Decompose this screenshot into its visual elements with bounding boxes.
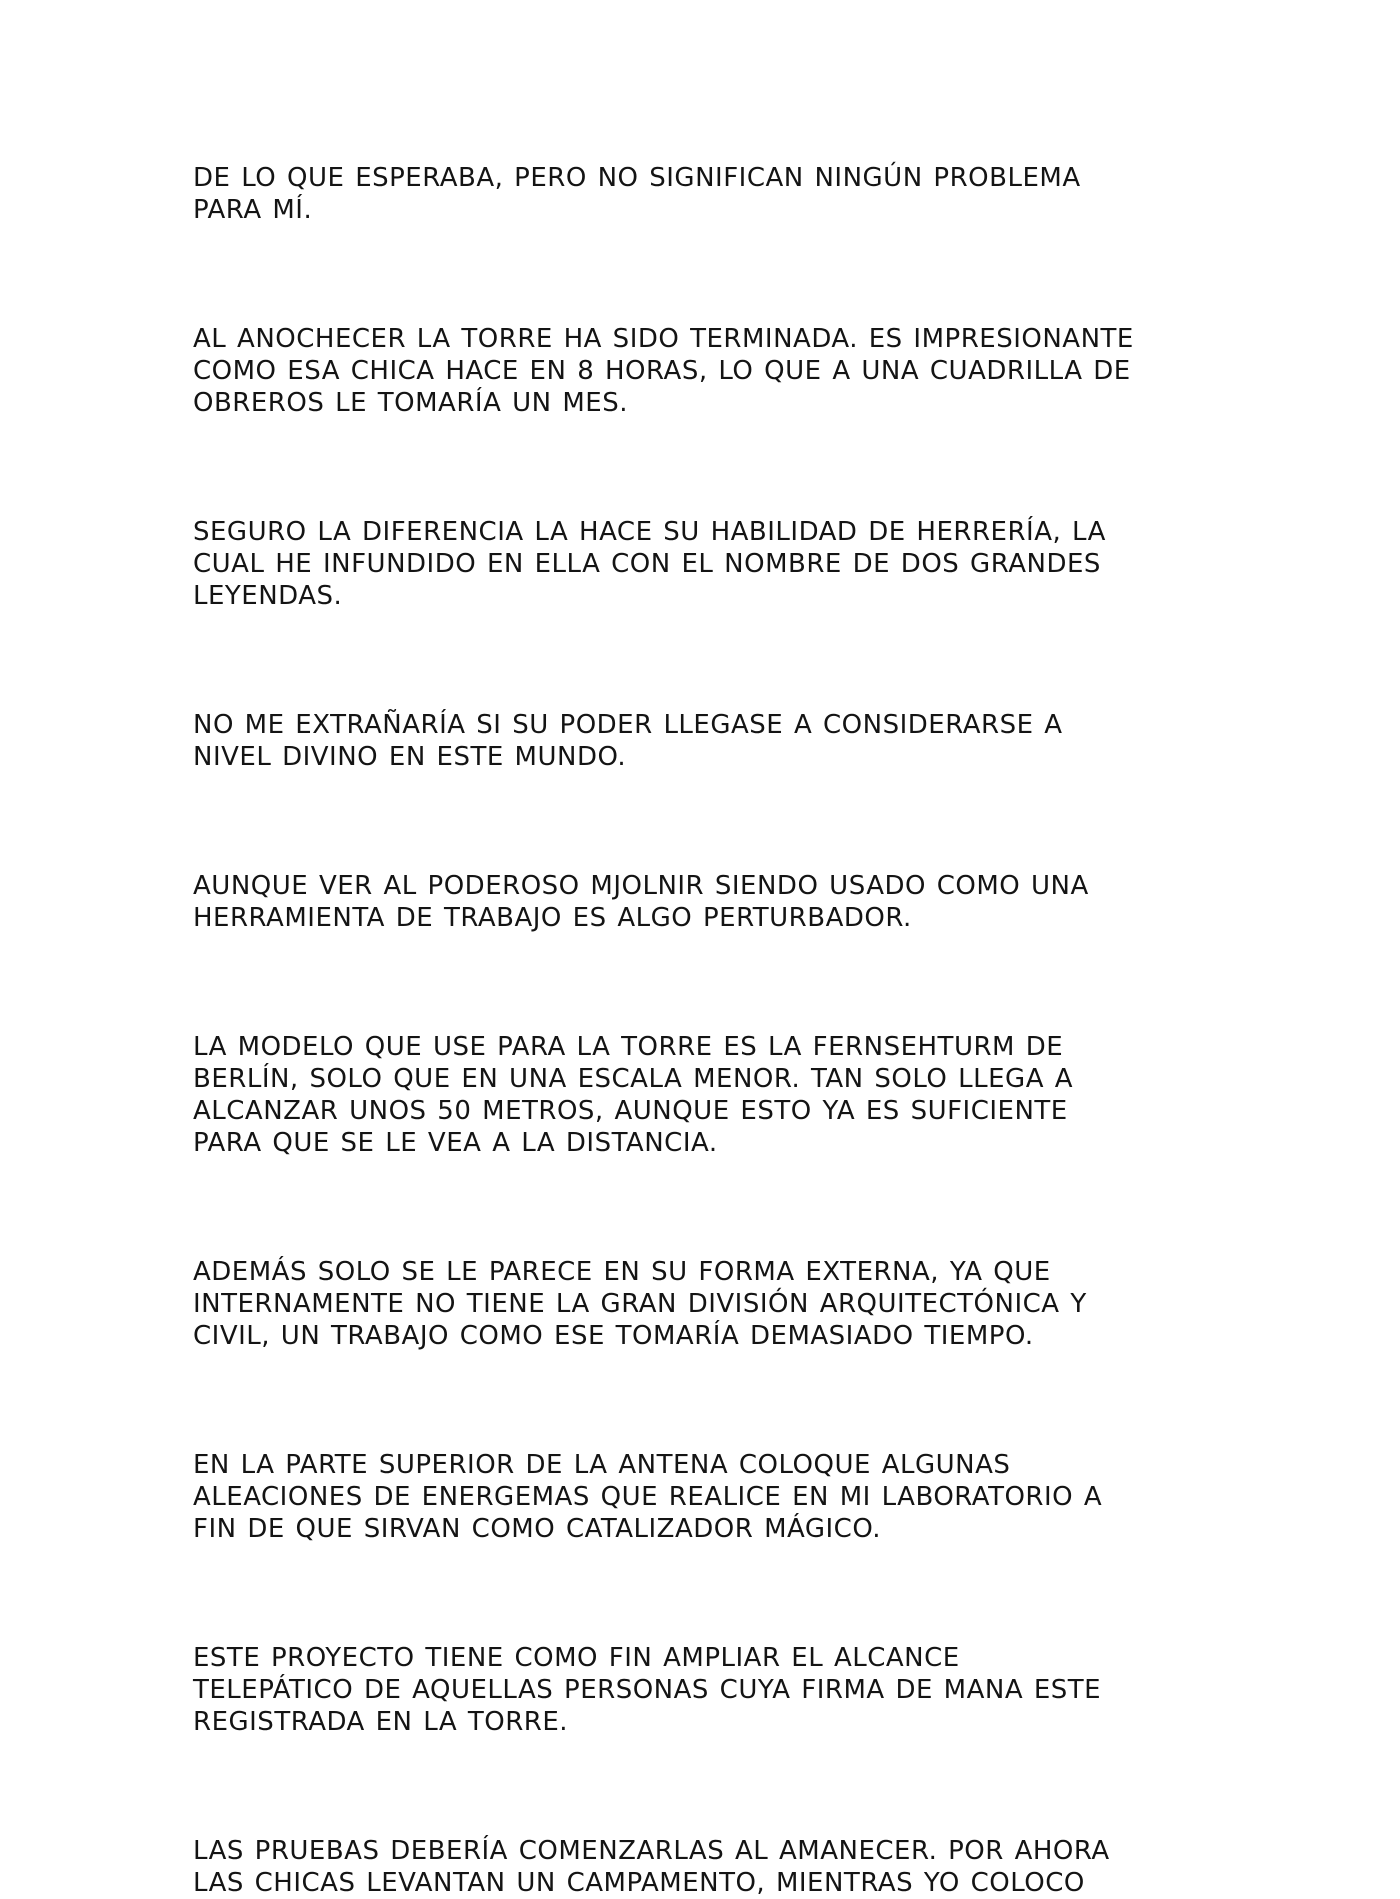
paragraph-9-line-3: REGISTRADA EN LA TORRE. [193, 1707, 569, 1737]
paragraph-3-line-3: LEYENDAS. [193, 581, 343, 611]
paragraph-3 [193, 516, 1233, 612]
paragraph-4-line-1: NO ME EXTRAÑARÍA SI SU PODER LLEGASE A CONSIDERARSE A [193, 710, 1063, 740]
paragraph-8-line-1: EN LA PARTE SUPERIOR DE LA ANTENA COLOQUE ALGUNAS [193, 1450, 1011, 1480]
paragraph-8 [193, 1449, 1233, 1545]
paragraph-2-line-1: AL ANOCHECER LA TORRE HA SIDO TERMINADA. ES IMPRESIONANTE [193, 324, 1134, 354]
paragraph-6-line-1: LA MODELO QUE USE PARA LA TORRE ES LA FERNSEHTURM DE [193, 1032, 1064, 1062]
paragraph-1-line-1: DE LO QUE ESPERABA, PERO NO SIGNIFICAN NINGÚN PROBLEMA [193, 163, 1081, 193]
paragraph-4-line-2: NIVEL DIVINO EN ESTE MUNDO. [193, 742, 627, 772]
paragraph-7-line-1: ADEMÁS SOLO SE LE PARECE EN SU FORMA EXTERNA, YA QUE [193, 1257, 1051, 1287]
paragraph-7 [193, 1256, 1233, 1352]
paragraph-5-line-2: HERRAMIENTA DE TRABAJO ES ALGO PERTURBADOR. [193, 903, 912, 933]
text-column [193, 162, 1233, 1899]
paragraph-4 [193, 709, 1233, 773]
paragraph-9-line-1: ESTE PROYECTO TIENE COMO FIN AMPLIAR EL ALCANCE [193, 1643, 960, 1673]
paragraph-5 [193, 870, 1233, 934]
paragraph-3-line-2: CUAL HE INFUNDIDO EN ELLA CON EL NOMBRE DE DOS GRANDES [193, 549, 1101, 579]
paragraph-10 [193, 1835, 1233, 1899]
paragraph-6-line-3: ALCANZAR UNOS 50 METROS, AUNQUE ESTO YA ES SUFICIENTE [193, 1096, 1068, 1126]
paragraph-9-line-2: TELEPÁTICO DE AQUELLAS PERSONAS CUYA FIRMA DE MANA ESTE [193, 1675, 1102, 1705]
paragraph-3-line-1: SEGURO LA DIFERENCIA LA HACE SU HABILIDAD DE HERRERÍA, LA [193, 517, 1106, 547]
paragraph-2-line-3: OBREROS LE TOMARÍA UN MES. [193, 388, 628, 418]
paragraph-8-line-2: ALEACIONES DE ENERGEMAS QUE REALICE EN MI LABORATORIO A [193, 1482, 1103, 1512]
paragraph-1 [193, 162, 1233, 226]
paragraph-6 [193, 1031, 1233, 1159]
paragraph-2 [193, 323, 1233, 419]
paragraph-2-line-2: COMO ESA CHICA HACE EN 8 HORAS, LO QUE A UNA CUADRILLA DE [193, 356, 1131, 386]
paragraph-6-line-4: PARA QUE SE LE VEA A LA DISTANCIA. [193, 1128, 718, 1158]
paragraph-9 [193, 1642, 1233, 1738]
paragraph-6-line-2: BERLÍN, SOLO QUE EN UNA ESCALA MENOR. TAN SOLO LLEGA A [193, 1064, 1074, 1094]
paragraph-1-line-2: PARA MÍ. [193, 195, 313, 225]
paragraph-10-line-2: LAS CHICAS LEVANTAN UN CAMPAMENTO, MIENTRAS YO COLOCO [193, 1868, 1085, 1898]
paragraph-8-line-3: FIN DE QUE SIRVAN COMO CATALIZADOR MÁGICO. [193, 1514, 882, 1544]
paragraph-5-line-1: AUNQUE VER AL PODEROSO MJOLNIR SIENDO USADO COMO UNA [193, 871, 1089, 901]
paragraph-10-line-1: LAS PRUEBAS DEBERÍA COMENZARLAS AL AMANECER. POR AHORA [193, 1836, 1110, 1866]
paragraph-7-line-2: INTERNAMENTE NO TIENE LA GRAN DIVISIÓN ARQUITECTÓNICA Y [193, 1289, 1087, 1319]
paragraph-7-line-3: CIVIL, UN TRABAJO COMO ESE TOMARÍA DEMASIADO TIEMPO. [193, 1321, 1034, 1351]
